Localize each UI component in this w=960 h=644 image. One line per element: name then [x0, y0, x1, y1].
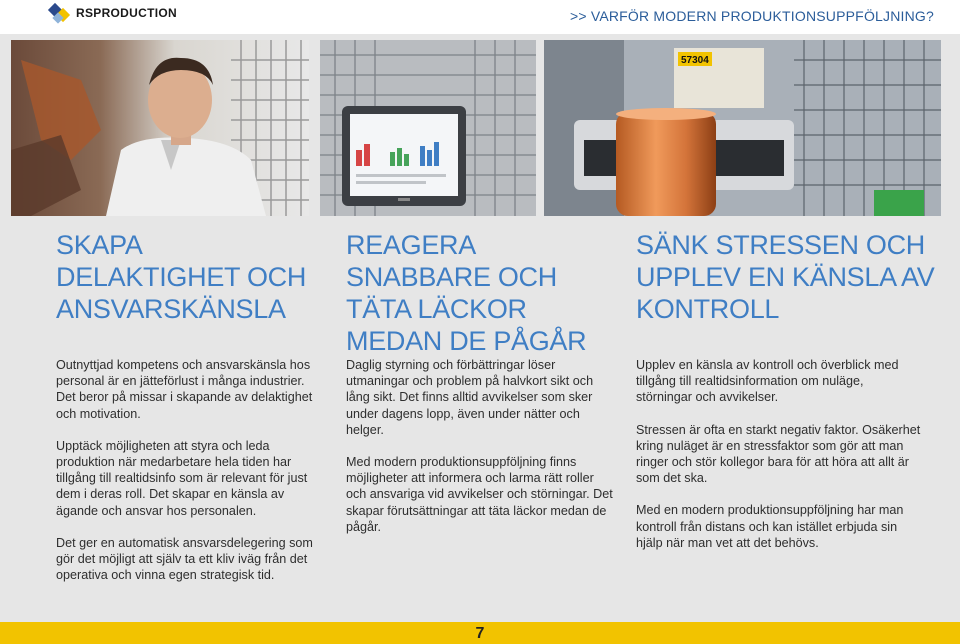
column-2-body [346, 357, 616, 551]
column-3-heading: SÄNK STRESSEN OCH UPPLEV EN KÄNSLA AV KONTROLL [636, 230, 935, 324]
column-1-body [56, 357, 326, 599]
column-2-heading: REAGERA SNABBARE OCH TÄTA LÄCKOR MEDAN DE PÅGÅR [346, 230, 587, 356]
paragraph: Upptäck möjligheten att styra och leda produktion när medarbetare hela tiden har tillgång till realtidsinfo som är relevant för just dem i deras roll. Det skapar en känsla av ägande och ansvar hos personalen. [56, 438, 308, 518]
logo-text: RSPRODUCTION [76, 6, 177, 20]
logo-diamond-icon [50, 2, 72, 24]
paragraph: Upplev en känsla av kontroll och överblick med tillgång till realtidsinformation om nuläge, störningar och avvikelser. [636, 358, 899, 405]
paragraph: Stressen är ofta en starkt negativ faktor. Osäkerhet kring nuläget är en stressfaktor som gör att man ringer och stör kollegor bara för att höra att allt är som det ska. [636, 422, 921, 486]
paragraph: Outnyttjad kompetens och ansvarskänsla hos personal är en jätteförlust i många industrier. Det beror på missar i skapande av delaktighet och motivation. [56, 358, 313, 421]
why-modern-production-link[interactable]: >> VARFÖR MODERN PRODUKTIONSUPPFÖLJNING? [569, 8, 934, 24]
operator-photo [11, 40, 309, 216]
paragraph: Med modern produktionsuppföljning finns möjligheter att informera och larma rätt roller och ansvariga vid avvikelser och störningar. Det skapar förutsättningar att täta läckor medan de pågår. [346, 455, 613, 534]
rsproduction-logo[interactable] [50, 2, 177, 24]
copper-coil-photo [544, 40, 941, 216]
paragraph: Daglig styrning och förbättringar löser utmaningar och problem på halvkort sikt och lång sikt. Det finns alltid avvikelser som sker under dagens lopp, även under nätter och helger. [346, 358, 594, 437]
page-number: 7 [475, 625, 485, 642]
monitor-photo [320, 40, 536, 216]
column-1-heading: SKAPA DELAKTIGHET OCH ANSVARSKÄNSLA [56, 230, 307, 324]
column-3-body [636, 357, 921, 567]
top-bar [0, 0, 960, 34]
paragraph: Det ger en automatisk ansvarsdelegering som gör det möjligt att själv ta ett kliv iväg från det operativa och vinna egen strategisk tid. [56, 535, 313, 583]
paragraph: Med en modern produktionsuppföljning har man kontroll från distans och kan istället erbjuda sin hjälp när man vet att det behövs. [636, 503, 904, 550]
machine-sign-text: 57304 [681, 55, 709, 66]
